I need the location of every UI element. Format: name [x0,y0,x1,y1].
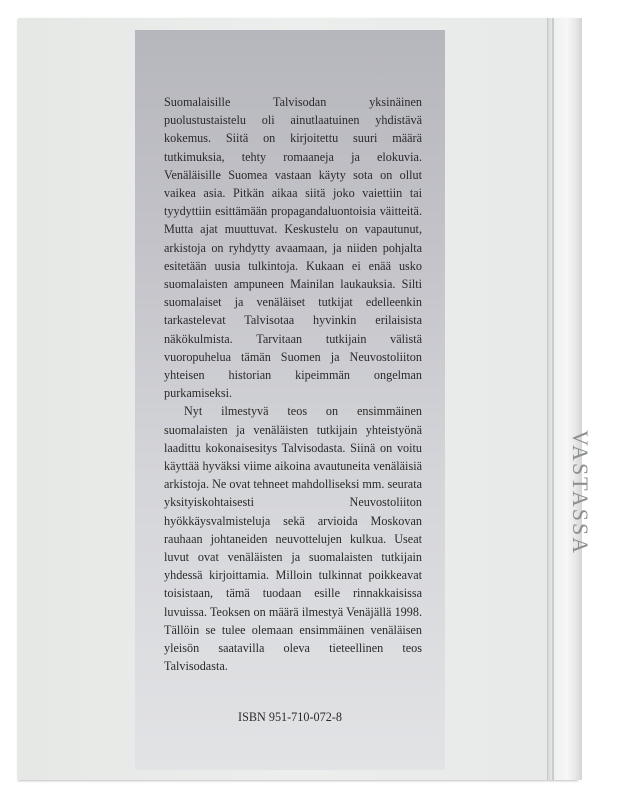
isbn: ISBN 951-710-072-8 [238,710,342,724]
blurb-text [164,93,422,676]
spine-groove [552,18,554,780]
blurb-paragraph-1: Suomalaisille Talvisodan yksinäinen puolustustaistelu oli ainutlaatuinen yhdistävä kokemus. Siitä on kirjoitettu suuri määrä tutkimuksia, tehty romaaneja ja elokuvia. Venäläisille Suomea vastaan käyty sota on ollut vaikea asia. Pitkän aikaa siitä joko vaiettiin tai tyydyttiin esittämään propagandaluontoisia väitteitä. Mutta ajat muuttuvat. Keskustelu on vapautunut, arkistoja on ryhdytty avaamaan, ja niiden pohjalta esitetään uusia tulkintoja. Kukaan ei enää usko suomalaisten ampuneen Mainilan laukauksia. Silti suomalaiset ja venäläiset tutkijat edelleenkin tarkastelevat Talvisotaa hyvinkin erilaisista näkökulmista. Tarvitaan tutkijain välistä vuoropuhelua tämän Suomen ja Neuvostoliiton yhteisen historian kipeimmän ongelman purkamiseksi. [164,95,422,401]
spine-title: VASTASSA [568,430,593,556]
blurb-paragraph-2: Nyt ilmestyvä teos on ensimmäinen suomalaisten ja venäläisten tutkijain yhteistyönä laadittu kokonaisesitys Talvisodasta. Siinä on voitu käyttää hyväksi viime aikoina avautuneita venäläisiä arkistoja. Ne ovat tehneet mahdolliseksi mm. seurata yksityiskohtaisesti Neuvostoliiton hyökkäysvalmisteluja sekä arvioida Moskovan rauhaan johtaneiden neuvottelujen kulkua. Useat luvut ovat venäläisten ja suomalaisten tutkijain yhdessä kirjoittamia. Milloin tulkinnat poikkeavat toisistaan, tämä tuodaan esille rinnakkaisissa luvuissa. Teoksen on määrä ilmestyä Venäjällä 1998. Tällöin se tulee olemaan ensimmäinen venäläisen yleisön saatavilla oleva tieteellinen teos Talvisodasta. [164,404,422,674]
